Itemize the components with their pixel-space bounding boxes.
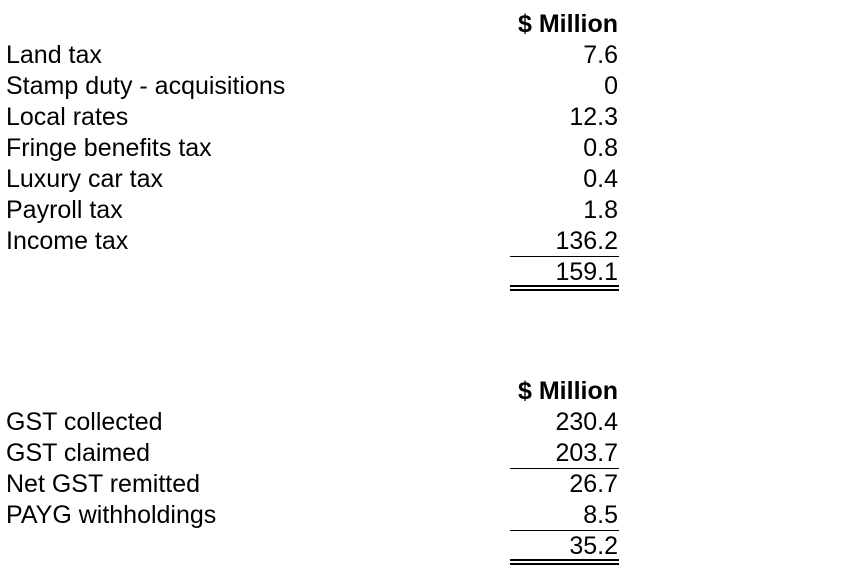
row-value: 230.4 — [555, 408, 618, 436]
row-label: GST claimed — [6, 439, 151, 467]
row-label: Land tax — [6, 41, 102, 69]
row-value: 136.2 — [555, 227, 618, 255]
total-row — [0, 256, 866, 287]
row-label: PAYG withholdings — [6, 501, 217, 529]
table-row — [0, 163, 866, 194]
row-label: Fringe benefits tax — [6, 134, 212, 162]
table-row — [0, 39, 866, 70]
row-label: Net GST remitted — [6, 470, 201, 498]
column-header-million: $ Million — [518, 10, 618, 38]
row-value: 1.8 — [583, 196, 618, 224]
row-value: 12.3 — [569, 103, 618, 131]
total-row — [0, 530, 866, 561]
subtotal-rule — [510, 256, 619, 257]
table-row — [0, 437, 866, 468]
row-label: Payroll tax — [6, 196, 123, 224]
total-double-rule — [510, 559, 619, 565]
row-label: Luxury car tax — [6, 165, 164, 193]
column-header-million: $ Million — [518, 377, 618, 405]
gst-summary-table — [0, 375, 866, 561]
row-value: 0 — [604, 72, 618, 100]
row-value: 8.5 — [583, 501, 618, 529]
row-label: Stamp duty - acquisitions — [6, 72, 286, 100]
row-label: Local rates — [6, 103, 129, 131]
table-row — [0, 101, 866, 132]
row-value: 203.7 — [555, 439, 618, 467]
tax-summary-table — [0, 8, 866, 287]
table-header-row — [0, 8, 866, 39]
total-value: 159.1 — [555, 258, 618, 286]
table-row — [0, 406, 866, 437]
table-row — [0, 132, 866, 163]
table-row — [0, 225, 866, 256]
subtotal-rule — [510, 530, 619, 531]
row-value: 0.8 — [583, 134, 618, 162]
total-double-rule — [510, 285, 619, 291]
table-header-row — [0, 375, 866, 406]
table-row — [0, 70, 866, 101]
row-value: 0.4 — [583, 165, 618, 193]
row-value: 26.7 — [569, 470, 618, 498]
table-row — [0, 499, 866, 530]
row-value: 7.6 — [583, 41, 618, 69]
row-label: GST collected — [6, 408, 163, 436]
total-value: 35.2 — [569, 532, 618, 560]
table-row — [0, 194, 866, 225]
row-label: Income tax — [6, 227, 129, 255]
subtotal-rule — [510, 468, 619, 469]
table-row — [0, 468, 866, 499]
